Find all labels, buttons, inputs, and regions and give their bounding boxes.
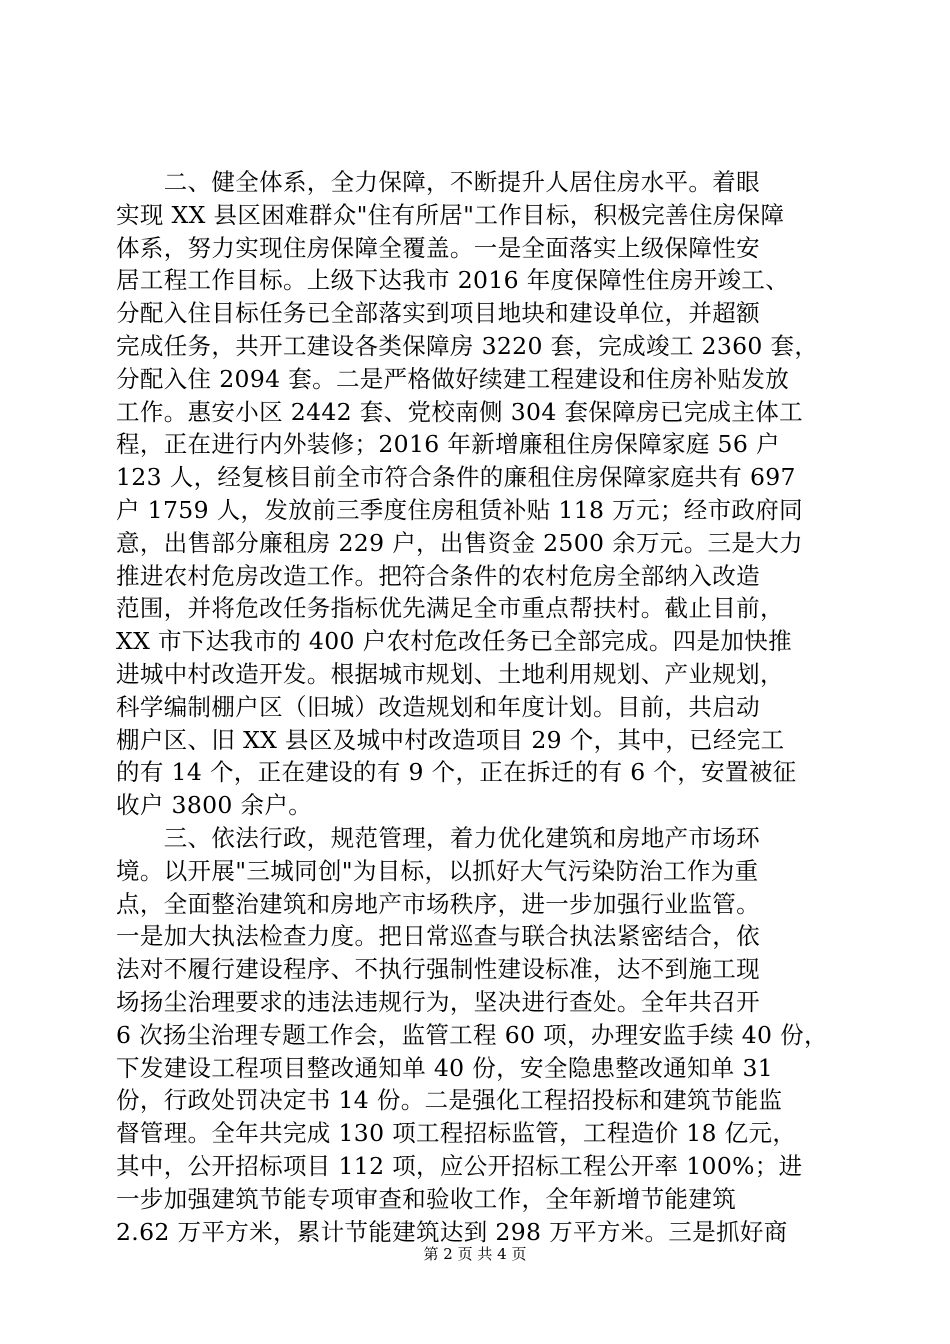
text-line: XX 市下达我市的 400 户农村危改任务已全部完成。四是加快推 [116,627,792,656]
text-line: 场扬尘治理要求的违法违规行为，坚决进行查处。全年共召开 [116,987,760,1016]
document-body [116,166,856,1248]
text-line: 点，全面整治建筑和房地产市场秩序，进一步加强行业监管。 [116,889,760,918]
text-line: 程，正在进行内外装修；2016 年新增廉租住房保障家庭 56 户 [116,430,780,459]
text-line: 户 1759 人，发放前三季度住房租赁补贴 118 万元；经市政府同 [116,495,803,524]
text-line: 进城中村改造开发。根据城市规划、土地利用规划、产业规划， [116,659,784,688]
text-line: 分配入住目标任务已全部落实到项目地块和建设单位，并超额 [116,299,760,328]
text-line: 科学编制棚户区（旧城）改造规划和年度计划。目前，共启动 [116,692,760,721]
text-line: 三、依法行政，规范管理，着力优化建筑和房地产市场环 [116,823,760,852]
text-line: 一是加大执法检查力度。把日常巡查与联合执法紧密结合，依 [116,922,760,951]
text-line: 工作。惠安小区 2442 套、党校南侧 304 套保障房已完成主体工 [116,397,803,426]
text-line: 下发建设工程项目整改通知单 40 份，安全隐患整改通知单 31 [116,1053,774,1082]
text-line: 份，行政处罚决定书 14 份。二是强化工程招投标和建筑节能监 [116,1086,783,1115]
text-line: 法对不履行建设程序、不执行强制性建设标准，达不到施工现 [116,955,760,984]
text-line: 居工程工作目标。上级下达我市 2016 年度保障性住房开竣工、 [116,266,790,295]
text-line: 推进农村危房改造工作。把符合条件的农村危房全部纳入改造 [116,561,760,590]
text-line: 督管理。全年共完成 130 项工程招标监管，工程造价 18 亿元， [116,1119,797,1148]
text-line: 收户 3800 余户。 [116,791,313,820]
text-line: 其中，公开招标项目 112 项，应公开招标工程公开率 100%；进 [116,1151,803,1180]
text-line: 完成任务，共开工建设各类保障房 3220 套，完成竣工 2360 套， [116,331,819,360]
text-line: 2.62 万平方米，累计节能建筑达到 298 万平方米。三是抓好商 [116,1217,788,1246]
text-line: 范围，并将危改任务指标优先满足全市重点帮扶村。截止目前， [116,594,784,623]
text-line: 体系，努力实现住房保障全覆盖。一是全面落实上级保障性安 [116,233,760,262]
text-line: 6 次扬尘治理专题工作会，监管工程 60 项，办理安监手续 40 份， [116,1020,828,1049]
text-line: 分配入住 2094 套。二是严格做好续建工程建设和住房补贴发放 [116,364,790,393]
text-line: 棚户区、旧 XX 县区及城中村改造项目 29 个，其中，已经完工 [116,725,785,754]
text-line: 实现 XX 县区困难群众"住有所居"工作目标，积极完善住房保障 [116,200,785,229]
text-line: 123 人，经复核目前全市符合条件的廉租住房保障家庭共有 697 [116,463,796,492]
page-footer: 第 2 页 共 4 页 [423,1245,527,1263]
text-line: 的有 14 个，正在建设的有 9 个，正在拆迁的有 6 个，安置被征 [116,758,797,787]
text-line: 二、健全体系，全力保障，不断提升人居住房水平。着眼 [116,168,760,196]
text-line: 境。以开展"三城同创"为目标，以抓好大气污染防治工作为重 [116,856,759,885]
text-line: 一步加强建筑节能专项审查和验收工作，全年新增节能建筑 [116,1184,737,1213]
text-line: 意，出售部分廉租房 229 户，出售资金 2500 余万元。三是大力 [116,528,803,557]
